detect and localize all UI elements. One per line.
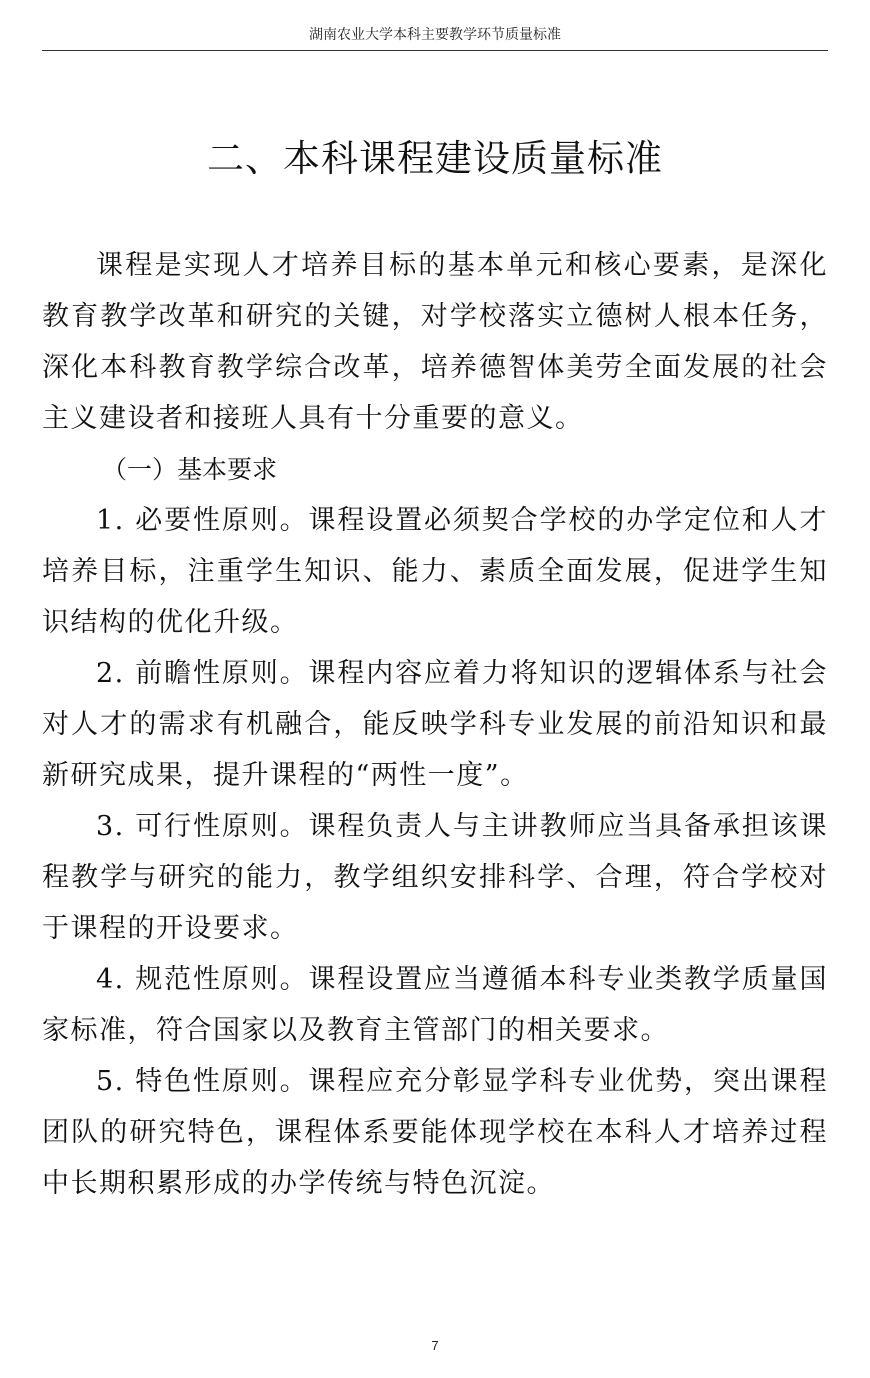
header-rule <box>42 50 828 51</box>
intro-paragraph: 课程是实现人才培养目标的基本单元和核心要素，是深化教育教学改革和研究的关键，对学校落实立德树人根本任务，深化本科教育教学综合改革，培养德智体美劳全面发展的社会主义建设者和接班人具有十分重要的意义。 <box>42 250 828 434</box>
page-number: 7 <box>431 1338 439 1353</box>
principle-paragraph: 4. 规范性原则。课程设置应当遵循本科专业类教学质量国家标准，符合国家以及教育主管部门的相关要求。 <box>42 964 828 1046</box>
document-body <box>42 240 828 1209</box>
principle-paragraph: 2. 前瞻性原则。课程内容应着力将知识的逻辑体系与社会对人才的需求有机融合，能反映学科专业发展的前沿知识和最新研究成果，提升课程的“两性一度”。 <box>42 658 828 791</box>
page-title: 二、本科课程建设质量标准 <box>207 137 663 180</box>
principle-paragraph: 5. 特色性原则。课程应充分彰显学科专业优势，突出课程团队的研究特色，课程体系要能体现学校在本科人才培养过程中长期积累形成的办学传统与特色沉淀。 <box>42 1066 828 1199</box>
section-heading: （一）基本要求 <box>102 455 278 484</box>
principle-paragraph: 1. 必要性原则。课程设置必须契合学校的办学定位和人才培养目标，注重学生知识、能力、素质全面发展，促进学生知识结构的优化升级。 <box>42 505 828 638</box>
principle-paragraph: 3. 可行性原则。课程负责人与主讲教师应当具备承担该课程教学与研究的能力，教学组织安排科学、合理，符合学校对于课程的开设要求。 <box>42 811 828 944</box>
running-header: 湖南农业大学本科主要教学环节质量标准 <box>309 27 561 43</box>
